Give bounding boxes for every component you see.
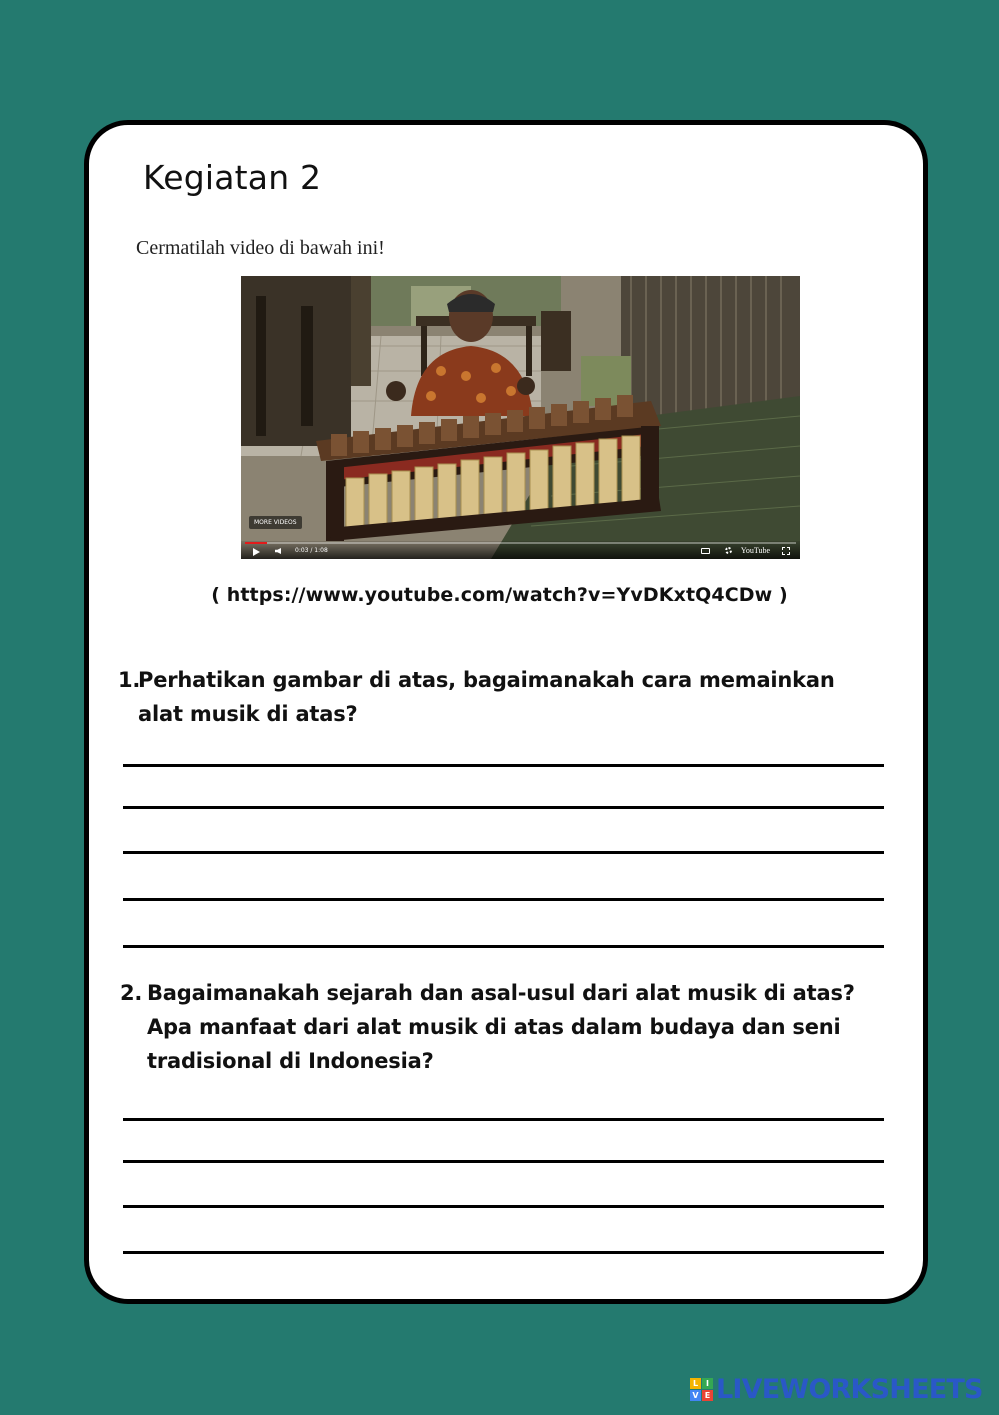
captions-icon[interactable] xyxy=(701,548,710,554)
gear-icon[interactable] xyxy=(725,547,732,554)
question-text: Perhatikan gambar di atas, bagaimanakah cara memainkan alat musik di atas? xyxy=(138,668,835,726)
video-controls xyxy=(241,541,800,559)
answer-line[interactable] xyxy=(123,764,884,767)
liveworksheets-logo-icon xyxy=(690,1378,713,1401)
video-progress-fill xyxy=(245,542,267,544)
video-time: 0:03 / 1:08 xyxy=(295,547,328,554)
question-2 xyxy=(120,976,900,1078)
fullscreen-icon[interactable] xyxy=(782,547,790,555)
video-player[interactable] xyxy=(241,276,800,559)
video-progress-bar[interactable] xyxy=(245,542,796,544)
answer-line[interactable] xyxy=(123,806,884,809)
question-number: 1. xyxy=(118,668,141,692)
answer-line[interactable] xyxy=(123,1118,884,1121)
answer-line[interactable] xyxy=(123,1205,884,1208)
answer-line[interactable] xyxy=(123,851,884,854)
answer-line[interactable] xyxy=(123,898,884,901)
page-title: Kegiatan 2 xyxy=(143,158,322,197)
brand-name: LIVEWORKSHEETS xyxy=(716,1374,983,1405)
logo-letter: I xyxy=(702,1378,713,1389)
youtube-logo[interactable]: YouTube xyxy=(740,546,770,555)
question-number: 2. xyxy=(120,981,143,1005)
question-1 xyxy=(118,663,878,731)
answer-line[interactable] xyxy=(123,1251,884,1254)
logo-letter: E xyxy=(702,1390,713,1401)
logo-letter: V xyxy=(690,1390,701,1401)
instruction-text: Cermatilah video di bawah ini! xyxy=(136,237,385,259)
answer-line[interactable] xyxy=(123,1300,884,1303)
volume-icon[interactable] xyxy=(275,548,281,554)
liveworksheets-brand[interactable] xyxy=(690,1374,983,1405)
more-videos-button[interactable]: MORE VIDEOS xyxy=(249,516,302,529)
answer-line[interactable] xyxy=(123,1160,884,1163)
play-icon[interactable] xyxy=(253,548,260,556)
question-text: Bagaimanakah sejarah dan asal-usul dari alat musik di atas? Apa manfaat dari alat musik di atas dalam budaya dan seni tradisional di Indonesia? xyxy=(147,981,855,1073)
answer-line[interactable] xyxy=(123,945,884,948)
video-url: ( https://www.youtube.com/watch?v=YvDKxtQ4CDw ) xyxy=(211,584,788,606)
video-thumbnail-image xyxy=(241,276,800,559)
logo-letter: L xyxy=(690,1378,701,1389)
